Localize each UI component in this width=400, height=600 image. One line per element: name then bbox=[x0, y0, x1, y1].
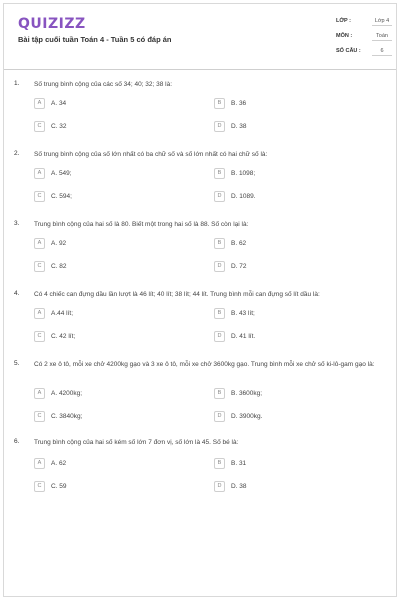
meta-count-value: 6 bbox=[372, 46, 392, 56]
option-letter-box: D bbox=[214, 411, 225, 422]
option-d[interactable] bbox=[214, 121, 344, 132]
option-d[interactable] bbox=[214, 331, 344, 342]
option-letter-box: C bbox=[34, 481, 45, 492]
option-a[interactable] bbox=[34, 98, 164, 109]
option-letter-box: B bbox=[214, 458, 225, 469]
question-1 bbox=[14, 80, 386, 140]
option-letter-box: A bbox=[34, 388, 45, 399]
option-b[interactable] bbox=[214, 308, 344, 319]
option-a[interactable] bbox=[34, 388, 164, 399]
meta-subject bbox=[336, 31, 394, 42]
option-text: D. 38 bbox=[231, 123, 247, 130]
option-c[interactable] bbox=[34, 481, 164, 492]
option-text: C. 59 bbox=[51, 483, 67, 490]
meta-count-label: SỐ CÂU : bbox=[336, 48, 361, 54]
option-text: B. 36 bbox=[231, 100, 247, 107]
option-letter-box: C bbox=[34, 191, 45, 202]
question-text: Trung bình cộng của hai số kém số lớn 7 đơn vị, số lớn là 45. Số bé là: bbox=[34, 439, 239, 446]
option-letter-box: A bbox=[34, 168, 45, 179]
option-d[interactable] bbox=[214, 411, 344, 422]
option-text: B. 1098; bbox=[231, 170, 256, 177]
option-letter-box: A bbox=[34, 458, 45, 469]
question-text: Có 4 chiếc can đựng dầu lần lượt là 46 lít; 40 lít; 38 lít; 44 lít. Trung bình mỗi can đựng số lít dầu là: bbox=[34, 291, 320, 298]
question-number: 1. bbox=[14, 80, 20, 87]
question-text: Số trung bình cộng của các số 34; 40; 32; 38 là: bbox=[34, 81, 173, 88]
meta-subject-label: MÔN : bbox=[336, 33, 353, 39]
option-text: A. 549; bbox=[51, 170, 72, 177]
option-text: A. 34 bbox=[51, 100, 67, 107]
worksheet-header bbox=[4, 4, 396, 70]
question-number: 4. bbox=[14, 290, 20, 297]
option-letter-box: B bbox=[214, 168, 225, 179]
option-letter-box: A bbox=[34, 98, 45, 109]
option-text: B. 3600kg; bbox=[231, 390, 263, 397]
option-b[interactable] bbox=[214, 458, 344, 469]
option-c[interactable] bbox=[34, 411, 164, 422]
option-text: D. 38 bbox=[231, 483, 247, 490]
option-letter-box: C bbox=[34, 411, 45, 422]
option-letter-box: A bbox=[34, 308, 45, 319]
question-number: 2. bbox=[14, 150, 20, 157]
option-text: D. 1089. bbox=[231, 193, 256, 200]
option-d[interactable] bbox=[214, 481, 344, 492]
question-3 bbox=[14, 220, 386, 280]
option-b[interactable] bbox=[214, 98, 344, 109]
option-b[interactable] bbox=[214, 238, 344, 249]
option-letter-box: D bbox=[214, 191, 225, 202]
question-number: 3. bbox=[14, 220, 20, 227]
option-text: D. 3900kg. bbox=[231, 413, 263, 420]
option-d[interactable] bbox=[214, 261, 344, 272]
question-6 bbox=[14, 438, 386, 498]
option-letter-box: A bbox=[34, 238, 45, 249]
question-text: Số trung bình cộng của số lớn nhất có ba chữ số và số lớn nhất có hai chữ số là: bbox=[34, 151, 268, 158]
option-a[interactable] bbox=[34, 308, 164, 319]
option-text: A. 92 bbox=[51, 240, 67, 247]
option-text: D. 41 lít. bbox=[231, 333, 256, 340]
meta-grade-label: LỚP : bbox=[336, 18, 351, 24]
option-b[interactable] bbox=[214, 388, 344, 399]
option-letter-box: D bbox=[214, 261, 225, 272]
quizizz-logo: QUIZIZZ bbox=[18, 16, 86, 32]
option-letter-box: B bbox=[214, 388, 225, 399]
option-text: C. 42 lít; bbox=[51, 333, 76, 340]
option-letter-box: C bbox=[34, 261, 45, 272]
option-letter-box: C bbox=[34, 331, 45, 342]
question-5 bbox=[14, 360, 386, 426]
option-a[interactable] bbox=[34, 168, 164, 179]
option-c[interactable] bbox=[34, 191, 164, 202]
option-a[interactable] bbox=[34, 458, 164, 469]
meta-grade-value: Lớp 4 bbox=[372, 16, 392, 26]
meta-subject-value: Toán bbox=[372, 31, 392, 41]
meta-grade bbox=[336, 16, 394, 27]
question-number: 6. bbox=[14, 438, 20, 445]
worksheet-title: Bài tập cuối tuần Toán 4 - Tuần 5 có đáp án bbox=[18, 35, 172, 44]
option-text: C. 3840kg; bbox=[51, 413, 83, 420]
option-text: A.44 lít; bbox=[51, 310, 74, 317]
option-text: C. 82 bbox=[51, 263, 67, 270]
question-text: Có 2 xe ô tô, mỗi xe chở 4200kg gạo và 3 xe ô tô, mỗi xe chở 3600kg gạo. Trung bình mỗi xe chở số ki-lô-gam gạo là: bbox=[34, 361, 375, 368]
option-letter-box: B bbox=[214, 98, 225, 109]
option-letter-box: B bbox=[214, 308, 225, 319]
option-c[interactable] bbox=[34, 261, 164, 272]
question-text: Trung bình cộng của hai số là 80. Biết một trong hai số là 88. Số còn lại là: bbox=[34, 221, 249, 228]
option-letter-box: D bbox=[214, 121, 225, 132]
option-text: B. 43 lít; bbox=[231, 310, 255, 317]
option-text: D. 72 bbox=[231, 263, 247, 270]
option-c[interactable] bbox=[34, 331, 164, 342]
option-text: A. 62 bbox=[51, 460, 67, 467]
option-letter-box: D bbox=[214, 331, 225, 342]
option-b[interactable] bbox=[214, 168, 344, 179]
option-text: A. 4200kg; bbox=[51, 390, 83, 397]
question-4 bbox=[14, 290, 386, 350]
option-letter-box: C bbox=[34, 121, 45, 132]
question-2 bbox=[14, 150, 386, 210]
option-letter-box: D bbox=[214, 481, 225, 492]
option-d[interactable] bbox=[214, 191, 344, 202]
option-letter-box: B bbox=[214, 238, 225, 249]
option-a[interactable] bbox=[34, 238, 164, 249]
option-text: B. 31 bbox=[231, 460, 247, 467]
option-text: B. 62 bbox=[231, 240, 247, 247]
meta-count bbox=[336, 46, 394, 57]
option-text: C. 32 bbox=[51, 123, 67, 130]
question-number: 5. bbox=[14, 360, 20, 367]
option-text: C. 594; bbox=[51, 193, 72, 200]
option-c[interactable] bbox=[34, 121, 164, 132]
